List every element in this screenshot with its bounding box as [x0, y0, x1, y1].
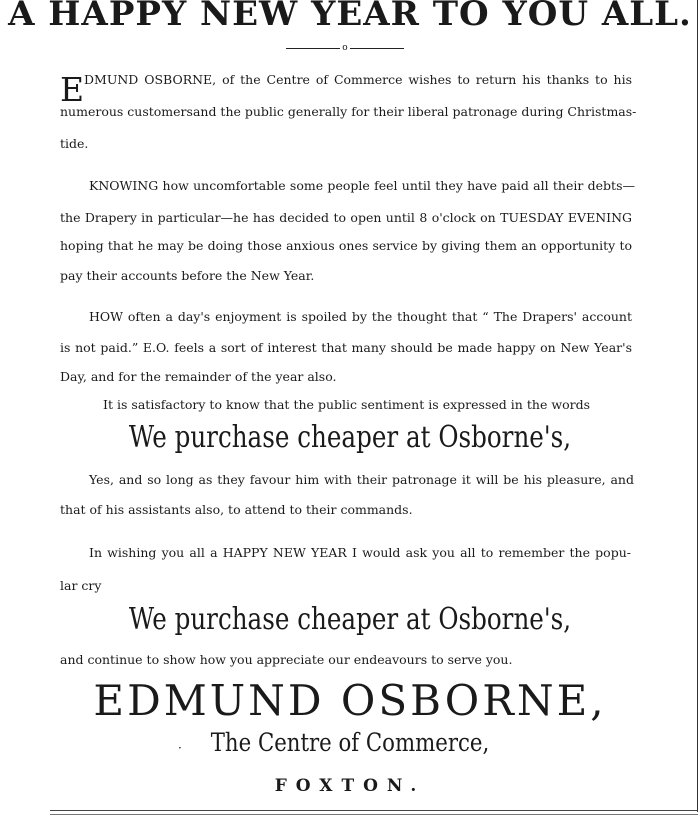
paragraph-line: numerous customersand the public generally for their liberal patronage during Christmas- — [60, 104, 637, 119]
paragraph-line: It is satisfactory to know that the public sentiment is expressed in the words — [103, 397, 590, 412]
paragraph-line: In wishing you all a HAPPY NEW YEAR I would ask you all to remember the popu- — [89, 545, 631, 560]
divider-mark: o — [342, 43, 348, 53]
slogan-first: We purchase cheaper at Osborne's, — [128, 420, 572, 455]
page-edge-bottom — [50, 810, 698, 811]
paragraph-line: Day, and for the remainder of the year also. — [60, 369, 337, 384]
paragraph-line: the Drapery in particular—he has decided to open until 8 o'clock on TUESDAY EVENING — [60, 210, 632, 225]
paragraph-line: is not paid.” E.O. feels a sort of interest that many should be made happy on New Year's — [60, 340, 632, 355]
paragraph-line: HOW often a day's enjoyment is spoiled by the thought that “ The Drapers' account — [89, 309, 632, 324]
merchant-name: EDMUND OSBORNE, — [93, 676, 607, 725]
paragraph-line: DMUND OSBORNE, of the Centre of Commerce wishes to return his thanks to his — [84, 72, 632, 87]
drop-cap: E — [60, 70, 85, 109]
ornamental-divider — [286, 41, 404, 55]
paragraph-line: pay their accounts before the New Year. — [60, 268, 315, 283]
paragraph-line: that of his assistants also, to attend to their commands. — [60, 502, 413, 517]
paragraph-line: and continue to show how you appreciate our endeavours to serve you. — [60, 652, 513, 667]
business-name: The Centre of Commerce, — [210, 728, 490, 757]
paragraph-line: lar cry — [60, 578, 102, 593]
paragraph-line: tide. — [60, 136, 89, 151]
page-edge-bottom-inner — [50, 814, 698, 815]
headline: A HAPPY NEW YEAR TO YOU ALL. — [8, 0, 692, 34]
divider-line-right — [350, 48, 404, 49]
decorative-dot: · — [178, 741, 182, 755]
divider-line-left — [286, 48, 340, 49]
paragraph-line: KNOWING how uncomfortable some people feel until they have paid all their debts— — [89, 178, 635, 193]
paragraph-line: Yes, and so long as they favour him with their patronage it will be his pleasure, and — [89, 472, 634, 487]
slogan-second: We purchase cheaper at Osborne's, — [128, 602, 572, 637]
paragraph-line: hoping that he may be doing those anxious ones service by giving them an opportunity to — [60, 238, 632, 253]
town-name: FOXTON. — [274, 776, 426, 796]
